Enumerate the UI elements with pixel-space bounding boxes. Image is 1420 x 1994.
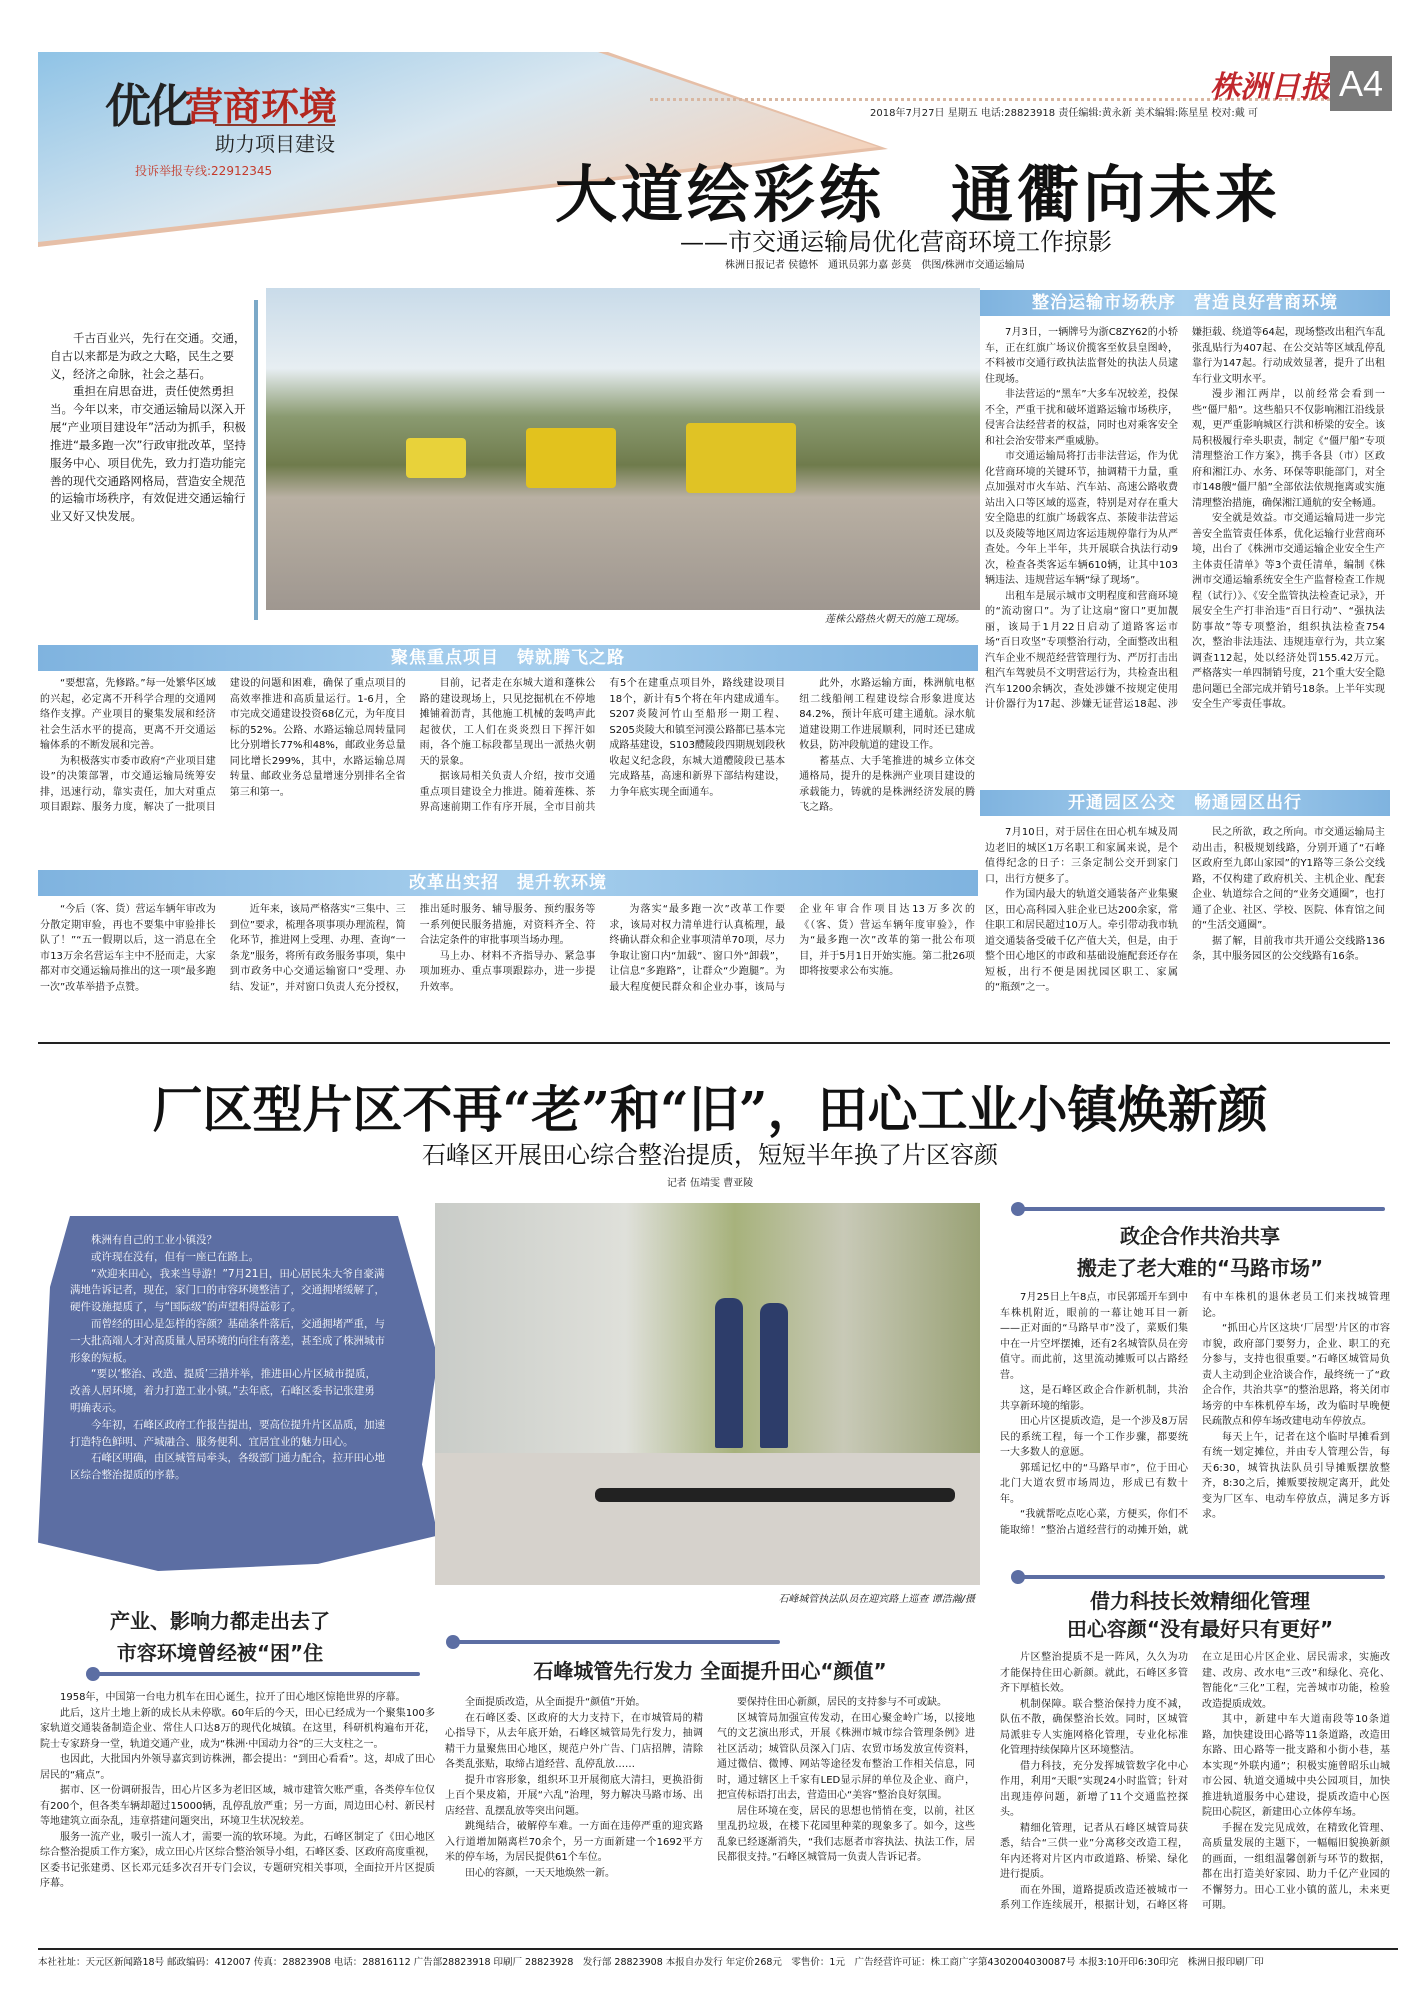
headline: 厂区型片区不再“老”和“旧”，田心工业小镇焕新颜: [152, 1080, 1268, 1139]
officer-figure: [715, 1298, 743, 1448]
heading-rule: [90, 1672, 420, 1676]
section-heading: 借力科技长效精细化管理: [1090, 1589, 1310, 1613]
paragraph: 居住环境在变，居民的思想也悄悄在变，以前，社区里乱扔垃圾，在楼下花园里种菜的现象多了。如今，这些乱象已经逐渐消失，“我们志愿者市容执法、执法工作，居民都很支持。”石峰区城管局一负责人告诉记者。: [717, 1805, 975, 1863]
section-heading: 聚焦重点项目 铸就腾飞之路: [38, 645, 978, 671]
paragraph: “要以‘整治、改造、提质’三措并举，推进田心片区城市提质，改善人居环境，着力打造工业小镇。”去年底，石峰区委书记张建勇明确表示。: [70, 1368, 377, 1414]
paragraph: 其中，新建中车大道南段等10条道路，加快建设田心路等11条道路，改造田东路、田心路等一批支路和小街小巷，基本实现“外联内通”；积极实施曾昭乐山城市公园、轨道交通城中央公园项目，加快推进轨道服务中心建设，提质改造中心医院田心院区，新建田心立体停车场。: [1202, 1714, 1390, 1818]
paragraph: “要想富，先修路。”每一处繁华区域的兴起，必定离不开科学合理的交通网络作支撑。产业项目的聚集发展和经济社会生活水平的提高，更离不开交通运输体系的不断发展和完善。: [40, 678, 216, 751]
paragraph: 在石峰区委、区政府的大力支持下，在市城管局的精心指导下，从去年底开始，石峰区城管局先行发力，抽调精干力量聚焦田心地区，规范户外广告、门店招牌，清除各类乱张贴，取缔占道经营、乱停乱放……: [445, 1712, 703, 1770]
section-heading: 开通园区公交 畅通园区出行: [980, 790, 1390, 816]
barrier-rail: [595, 1488, 955, 1502]
paragraph: 要保持住田心新颜，居民的支持参与不可或缺。: [737, 1697, 947, 1708]
banner-subtitle: 助力项目建设: [215, 124, 335, 157]
article-body: [985, 325, 1385, 775]
dateline: 2018年7月27日 星期五 电话:28823918 责任编辑:黄永新 美术编辑:陈星星 校对:戴 可: [870, 108, 1258, 119]
paragraph: 这，是石峰区政企合作新机制，共治共享新环境的缩影。: [1000, 1385, 1188, 1412]
section-heading: 产业、影响力都走出去了: [110, 1609, 330, 1633]
paragraph: 每天上午，记者在这个临时早摊看到有统一划定摊位，并由专人管理公告，每天6:30，城管执法队员引导摊贩摆放整齐，8:30之后，摊贩要按规定离开，此处变为厂区车、电动车停放点，满足多方诉求。: [1202, 1431, 1390, 1520]
paragraph: “今后（客、货）营运车辆年审改为分散定期审验，再也不要集中审验排长队了！”“五一假期以后，这一消息在全市13万余名营运车主中不胫而走，大家都对市交通运输局推出的这一项“最多跑一次”改革举措予点赞。: [40, 904, 216, 993]
paragraph: 服务一流产业，吸引一流人才，需要一流的软环境。为此，石峰区制定了《田心地区综合整治提质工作方案》，成立田心片区综合整治领导小组，石峰区委、区政府高度重视，区委书记张建勇、区长邓元廷多次召开专门会议，专题研究相关事项，全面拉开片区提质序幕。: [40, 1831, 435, 1889]
paragraph: 民之所欲，政之所向。市交通运输局主动出击，积极规划线路，分别开通了“石峰区政府至九郎山家园”的Y1路等三条公交线路，不仅构建了政府机关、主机企业、配套企业、轨道综合之间的“业务交通圈”，也打通了企业、社区、学校、医院、体育馆之间的“生活交通圈”。: [1192, 827, 1385, 931]
footer-imprint: 本社社址：天元区新闻路18号 邮政编码：412007 传真：28823908 电话：28816112 广告部28823918 印刷厂 28823928 发行部 28823908 本报自办发行 年定价268元 零售价：1元 广告经营许可证：株工商广字第4302004030087号 本报3:10开印6:30印完 株洲日报印刷厂印: [38, 1948, 1398, 1968]
story-divider: [38, 1042, 1390, 1044]
paragraph: 蓄基点、大手笔推进的城乡立体交通格局，提升的是株洲产业项目建设的承载能力，铸就的是株洲经济发展的腾飞之路。: [799, 755, 975, 813]
paragraph: 7月3日，一辆牌号为浙C8ZY62的小轿车，正在红旗广场议价揽客至攸县皇图岭，不料被市交通行政执法监督处的执法人员逮住现场。: [985, 327, 1178, 385]
paragraph: 马上办、材料不齐指导办、紧急事项加班办、重点事项跟踪办，进一步提升效率。: [419, 950, 596, 993]
divider: [254, 300, 258, 620]
paragraph: 而在外围，道路提质改造还被城市一系列工作连续展开，根据计划，石峰区将在立足田心片区企业、居民需求，实施改建、改房、改水电“三改”和绿化、亮化、智能化“三化”工程，完善城市功能，检验改造提质成效。: [1000, 1652, 1390, 1911]
paragraph: 重担在肩思奋进，责任使然勇担当。今年以来，市交通运输局以深入开展“产业项目建设年”活动为抓手，积极推进“最多跑一次”行政审批改革，坚持服务中心、项目优先，致力打造功能完善的现代交通路网格局，营造安全规范的运输市场秩序，有效促进交通运输行业又好又快发展。: [50, 384, 246, 524]
street-patrol-photo: [435, 1203, 980, 1585]
heading-rule: [1015, 1575, 1385, 1579]
road-roller-icon: [406, 438, 466, 478]
paragraph: 市交通运输局将打击非法营运，作为优化营商环境的关键环节，抽调精干力量，重点加强对市火车站、汽车站、高速公路收费站出入口等区域的巡查，特别是对存在重大安全隐患的红旗广场载客点、茶陵非法营运以及炎陵等地区周边客运违规停靠行为从严查处。今年上半年，共开展联合执法行动9次，检查各类客运车辆610辆，让其中103辆违法、违规营运车辆“绿了现场”。: [985, 451, 1178, 586]
page-number: A4: [1330, 56, 1392, 111]
paragraph: 安全就是效益。市交通运输局进一步完善安全监管责任体系，优化运输行业营商环境，出台了《株洲市交通运输企业安全生产主体责任清单》等3个责任清单，编制《株洲市交通运输系统安全生产监督检查工作规程（试行）》、《安全监管执法检查记录》，开展安全生产打非治违“百日行动”、“强执法防事故”等专项整治，组织执法检查754次，整治非法违法、违规违章行为，共立案调查112起，处以经济处罚155.42万元。严格落实一单四制销号度，21个重大安全隐患问题已全部完成并销号18条。上半年实现安全生产零责任事故。: [1192, 513, 1385, 710]
paragraph: 机制保障。联合整治保持力度不减，队伍不散，确保整治长效。同时，区城管局派驻专人实施网格化管理，专业化标准化管理持续保障片区环境整洁。: [1000, 1698, 1188, 1756]
paragraph: 千古百业兴，先行在交通。交通，自古以来都是为政之大略，民生之要义，经济之命脉，社会之基石。: [50, 331, 246, 381]
section-heading: 石峰城管先行发力 全面提升田心“颜值”: [533, 1659, 887, 1683]
paragraph: 近年来，该局严格落实“三集中、三到位”要求，梳理各项事项办理流程，简化环节，推进网上受理、办理、查询“一条龙”服务，将所有政务服务事项，集中到市政务中心交通运输窗口“受理、办结、发证”，并对窗口负责人充分授权，推出延时服务、辅导服务、预约服务等一系列便民服务措施，对资料齐全、符合法定条件的审批事项当场办理。: [229, 904, 596, 993]
paragraph: 株洲有自己的工业小镇没？: [91, 1234, 217, 1246]
article-body: [985, 825, 1385, 1020]
paragraph: 出租车是展示城市文明程度和营商环境的“流动窗口”。为了让这扇“窗口”更加靓丽，该局于1月22日启动了道路客运市场“百日攻坚”专项整治行动，全面整改出租汽车企业不规范经营管理行为、严厉打击出租汽车驾驶员不文明营运行为，共检查出租汽车1200余辆次，查处涉嫌不按规定使用计价器行为17起、涉嫌无证营运18起、涉嫌拒载、绕道等64起，现场整改出租汽车乱张乱贴行为407起、在公交站等区域乱停乱靠行为147起。行动成效显著，提升了出租车行业文明水平。: [985, 327, 1385, 710]
section-heading: 政企合作共治共享: [1120, 1224, 1280, 1248]
paragraph: 手握在发完见成效，在精致化管理、高质量发展的主题下，一幅幅旧貌换新颜的画面，一组组温馨创新与环节的数据，都在出打造美好家园、助力千亿产业园的不懈努力。田心工业小镇的蓝儿，未来更可期。: [1202, 1822, 1390, 1911]
article-body: [40, 1690, 435, 1942]
byline: 记者 伍靖雯 曹亚陵: [666, 1178, 754, 1189]
section-heading: 市容环境曾经被“困”住: [116, 1641, 324, 1665]
paragraph: 漫步湘江两岸，以前经常会看到一些“僵尸船”。这些船只不仅影响湘江沿线景观，更严重影响城区行洪和桥梁的安全。该局积极履行牵头职责，制定《“僵尸船”专项清理整治工作方案》，携手各县（市）区政府和湘江办、水务、环保等职能部门，对全市148艘“僵尸船”全部依法依规拖离或实施清理整治措施，确保湘江通航的安全畅通。: [1192, 389, 1385, 509]
road-roller-icon: [526, 428, 616, 488]
section-heading: 田心容颜“没有最好只有更好”: [1066, 1617, 1334, 1641]
newspaper-logo: 株洲日报: [1210, 70, 1330, 105]
photo-caption: 莲株公路热火朝天的施工现场。: [825, 614, 965, 625]
paragraph: 7月25日上午8点，市民郭瑶开车到中车株机附近，眼前的一幕让她耳目一新——正对面的“马路早市”没了，菜贩们集中在一片空坪摆摊，还有2名城管队员在旁值守。而此前，这里流动摊贩可以占路经营。: [1000, 1292, 1188, 1381]
paragraph: “欢迎来田心，我来当导游！”7月21日，田心居民朱大爷自豪满满地告诉记者，现在，家门口的市容环境整洁了，交通拥堵缓解了，硬件设施提质了，与“国际级”的声望相得益彰了。: [70, 1267, 385, 1314]
section-heading: 改革出实招 提升软环境: [38, 870, 978, 896]
heading-rule: [1015, 1207, 1385, 1211]
article-body: [445, 1695, 975, 1942]
paragraph: 区城管局加强宣传发动，在田心聚金岭广场，以接地气的文艺演出形式，开展《株洲市城市综合管理条例》进社区活动；城管队员深入门店、农贸市场发放宣传资料，通过微信、微博、网站等途径发布整治工作相关信息，同时，通过辖区上千家有LED显示屏的单位及企业、商户，把宣传标语打出去，营造田心“美容”整治良好氛围。: [717, 1712, 975, 1801]
sidewalk: [435, 1453, 980, 1585]
article-body: [1000, 1290, 1390, 1568]
road-construction-photo: [266, 288, 980, 610]
paragraph: 石峰区明确，由区城管局牵头，各级部门通力配合，拉开田心地区综合整治提质的序幕。: [70, 1452, 385, 1482]
intro-text: [50, 330, 255, 526]
paragraph: 片区整治提质不是一阵风，久久为功才能保持住田心新颜。就此，石峰区多管齐下厚植长效。: [1000, 1652, 1188, 1694]
banner-title-a: 优化: [105, 79, 189, 133]
paragraph: 1958年，中国第一台电力机车在田心诞生，拉开了田心地区惊艳世界的序幕。: [60, 1692, 406, 1703]
paragraph: 作为国内最大的轨道交通装备产业集聚区，田心高科园入驻企业已达200余家，常住职工和居民超过10万人。牵引带动我市轨道交通装备受破千亿产值大关，但是，由于整个田心地区的市政和基础设施配套还存在短板，出行不便是困扰园区职工、家属的“瓶颈”之一。: [985, 889, 1178, 993]
heading-rule: [450, 1640, 780, 1644]
subheadline: ——市交通运输局优化营商环境工作掠影: [680, 228, 1112, 256]
section-heading: 搬走了老大难的“马路市场”: [1076, 1256, 1324, 1280]
article-body: [1000, 1650, 1390, 1942]
paragraph: “抓田心片区这块‘厂居型’片区的市容市貌，政府部门要努力，企业、职工的充分参与，支持也很重要。”石峰区城管局负责人主动到企业洽谈合作，最终统一了“政企合作，共治共享”的整治思路，将关闭市场旁的中车株机停车场，改为临时早晚便民疏散点和停车场改建电动车停放点。: [1202, 1323, 1390, 1427]
article-body: [40, 676, 975, 864]
paragraph: 也因此，大批国内外领导嘉宾到访株洲，都会提出：“到田心看看”。这，却成了田心居民的“痛点”。: [40, 1754, 435, 1781]
paragraph: 借力科技，充分发挥城管数字化中心作用，利用“天眼”实现24小时监管；针对出现违停问题，新增了11个交通监控探头。: [1000, 1760, 1188, 1818]
hotline: 投诉举报专线:22912345: [135, 164, 273, 178]
paragraph: 据市、区一份调研报告，田心片区多为老旧区域，城市建管欠账严重，各类停车位仅有200个，但各类车辆却超过15000辆，乱停乱放严重；另一方面，周边田心村、新民村等地建筑立面杂乱，违章搭建问题突出，环境卫生状况较差。: [40, 1785, 435, 1827]
photo-caption: 石峰城管执法队员在迎宾路上巡查 谭浩瀚/摄: [778, 1594, 975, 1605]
paragraph: 全面提质改造，从全面提升“颜值”开始。: [465, 1697, 646, 1708]
paragraph: 此后，这片土地上新的成长从未停歇。60年后的今天，田心已经成为一个聚集100多家轨道交通装备制造企业、常住人口达8万的现代化城镇。在这里，科研机构遍布开花，院士专家跻身一堂，轨道交通产业，成为“株洲·中国动力谷”的三大支柱之一。: [40, 1707, 435, 1750]
paragraph: “我就帮吃点吃心菜，方便买，你们不能取缔！”整治占道经营行的动摊开始，就有中车株机的退休老员工们来找城管理论。: [1000, 1292, 1390, 1536]
paragraph: 而曾经的田心是怎样的容颜？基础条件落后，交通拥堵严重，与一大批高端人才对高质量人居环境的向往有落差，甚至成了株洲城市形象的短板。: [70, 1317, 385, 1364]
paragraph: 据了解，目前我市共开通公交线路136条，其中服务园区的公交线路有16条。: [1192, 935, 1385, 962]
article-body: [40, 902, 975, 1020]
paragraph: 郭瑶记忆中的“马路早市”，位于田心北门大道农贸市场周边，形成已有数十年。: [1000, 1462, 1188, 1505]
paragraph: 精细化管理，记者从石峰区城管局获悉，结合“三供一业”分离移交改造工程，年内还将对片区内市政道路、桥梁、绿化进行提质。: [1000, 1822, 1188, 1880]
road-roller-icon: [686, 423, 796, 493]
paragraph: 今年初，石峰区政府工作报告提出，要高位提升片区品质，加速打造特色鲜明、产城融合、服务便利、宜居宜业的魅力田心。: [70, 1418, 385, 1448]
paragraph: 或许现在没有，但有一座已在路上。: [91, 1250, 259, 1263]
banner-title-b: 营商环境: [185, 84, 338, 129]
subheadline: 石峰区开展田心综合整治提质，短短半年换了片区容颜: [422, 1141, 998, 1169]
paragraph: 跳绳结合，破解停车难。一方面在违停严重的迎宾路入行道增加隔离栏70余个，另一方面新建一个1692平方米的停车场，为居民提供61个车位。: [445, 1821, 703, 1863]
headline: 大道绘彩练 通衢向未来: [555, 158, 1282, 231]
paragraph: 为积极落实市委市政府“产业项目建设”的决策部署，市交通运输局统筹安排，迅速行动，靠实责任，加大对重点项目跟踪、服务力度，解决了一批项目建设的问题和困难，确保了重点项目的高效率推进和高质量运行。1-6月，全市完成交通建设投资68亿元，为年度目标的52%。公路、水路运输总周转量同比分别增长77%和48%，邮政业务总量同比增长299%，其中，水路运输总周转量、邮政业务总量增速分别排名全省第三和第一。: [40, 678, 406, 813]
paragraph: 此外，水路运输方面，株洲航电枢纽二线船闸工程建设综合形象进度达84.2%，预计年底可建主通航。渌水航道建设期工作进展顺利，同时还已建成攸县，防冲段航道的建设工作。: [799, 678, 975, 751]
paragraph: 目前，记者走在东城大道和蓬株公路的建设现场上，只见挖掘机在不停地摊铺着沥青，其他施工机械的轰鸣声此起彼伏，工人们在炎炎烈日下挥汗如雨，各个施工标段都呈现出一派热火朝天的景象。: [419, 678, 596, 767]
byline: 株洲日报记者 侯德怀 通讯员郭力嘉 彭莫 供图/株洲市交通运输局: [725, 260, 1025, 271]
officer-figure: [760, 1303, 788, 1448]
paragraph: 田心片区提质改造，是一个涉及8万居民的系统工程，每一个工作步骤，都要统一大多数人的意愿。: [1000, 1416, 1188, 1458]
paragraph: 为落实“最多跑一次”改革工作要求，该局对权力清单进行认真梳理，最终确认群众和企业事项清单70项，尽力争取让窗口内“加载”、窗口外“卸载”，让信息“多跑路”，让群众“少跑腿”。为最大程度便民群众和企业办事，该局与企业年审合作项目达13万多次的《（客、货）营运车辆年度审验》，作为“最多跑一次”改革的第一批公布项目，并于5月1日开始实施。第二批26项即将按要求公布实施。: [609, 904, 975, 993]
intro-text: [70, 1232, 385, 1484]
paragraph: 非法营运的“黑车”大多车况较差，投保不全，严重干扰和破坏道路运输市场秩序，侵害合法经营者的权益，同时也对乘客安全和社会治安带来严重威胁。: [985, 389, 1178, 447]
paragraph: 7月10日，对于居住在田心机车城及周边老旧的城区1万名职工和家属来说，是个值得纪念的日子：三条定制公交开到家门口，出行方便多了。: [985, 827, 1178, 885]
paragraph: 据该局相关负责人介绍，按市交通重点项目建设全力推进。随着莲株、茶界高速前期工作有序开展，全市目前共有5个在建重点项目外，路线建设项目18个，新计有5个将在年内建成通车。S207炎陵河竹山至船形一期工程、S205炎陵大和镇至河漠公路都已基本完成路基建设，S103醴陵段四期规划段秋收起义纪念段，东城大道醴陵段已基本完成路基，高速和新界下部结构建设，力争年底实现全面通车。: [419, 678, 786, 813]
section-heading: 整治运输市场秩序 营造良好营商环境: [980, 290, 1390, 316]
paragraph: 田心的容颜，一天天地焕然一新。: [465, 1867, 615, 1879]
paragraph: 提升市容形象，组织环卫开展彻底大清扫，更换沿街上百个果皮箱，开展“六乱”治理，努力解决马路市场、出店经营、乱摆乱放等突出问题。: [445, 1774, 703, 1817]
